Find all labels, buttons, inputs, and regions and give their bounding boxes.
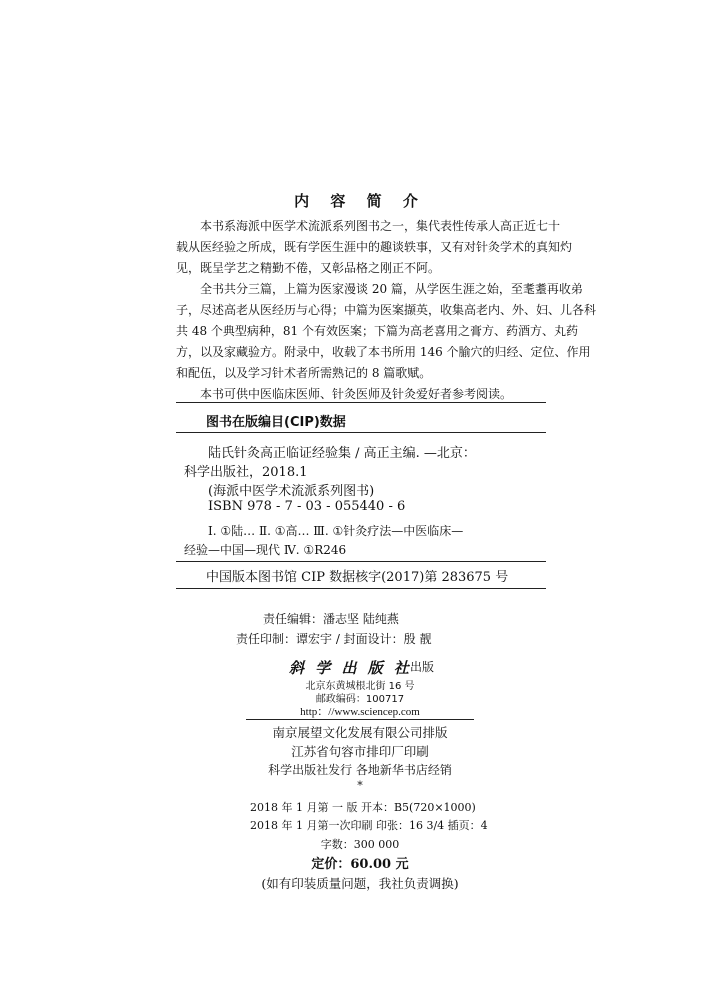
editors-credit: 责任编辑：潘志坚 陆纯燕 (263, 612, 399, 626)
text-line: 见，既呈学艺之精勤不倦，又彰品格之刚正不阿。 (176, 261, 441, 275)
typesetter: 南京展望文化发展有限公司排版 (272, 725, 448, 740)
separator-star: * (357, 779, 363, 792)
cip-isbn-line: ISBN 978 - 7 - 03 - 055440 - 6 (208, 499, 406, 514)
intro-paragraph-1 (176, 216, 573, 279)
text-line: 载从医经验之所成，既有学医生涯中的趣谈轶事，又有对针灸学术的真知灼 (176, 240, 573, 254)
text-line: 方，以及家藏验方。附录中，收载了本书所用 146 个腧穴的归经、定位、作用 (176, 345, 591, 359)
quality-notice: (如有印装质量问题，我社负责调换) (261, 876, 459, 891)
text-line: 本书系海派中医学术流派系列图书之一，集代表性传承人高正近七十 (200, 219, 561, 233)
distribution: 科学出版社发行 各地新华书店经销 (268, 763, 452, 777)
publisher-logo-text: 斜 学 出 版 社 (289, 659, 412, 677)
divider (176, 588, 546, 589)
intro-paragraph-2 (176, 279, 597, 384)
printing-credit: 责任印制：谭宏宇 / 封面设计：殷 靓 (236, 632, 432, 646)
publisher-url: http：//www.sciencep.com (300, 706, 420, 718)
edition-line: 2018 年 1 月第 一 版 开本：B5(720×1000) (250, 801, 476, 814)
publisher-postcode: 邮政编码：100717 (315, 694, 405, 705)
divider (176, 561, 546, 562)
text-line: 全书共分三篇，上篇为医家漫谈 20 篇，从学医生涯之始，至耄耋再收弟 (200, 282, 583, 296)
price: 定价：60.00 元 (311, 857, 409, 872)
word-count: 字数：300 000 (320, 838, 400, 851)
text-line: 和配伍，以及学习针术者所需熟记的 8 篇歌赋。 (176, 366, 432, 380)
cip-publisher-line: 科学出版社，2018.1 (184, 465, 308, 480)
cip-series-line: (海派中医学术流派系列图书) (208, 484, 375, 499)
divider (176, 402, 546, 403)
publisher-address: 北京东黄城根北街 16 号 (305, 681, 415, 692)
publisher-suffix: 出版 (410, 660, 435, 674)
cip-heading: 图书在版编目(CIP)数据 (206, 415, 346, 430)
text-line: 共 48 个典型病种，81 个有效医案；下篇为高老喜用之膏方、药酒方、丸药 (176, 324, 578, 338)
divider (176, 432, 546, 433)
cip-core-number: 中国版本图书馆 CIP 数据核字(2017)第 283675 号 (206, 570, 509, 585)
printer: 江苏省句容市排印厂印刷 (291, 744, 429, 759)
cip-classification-line: Ⅰ. ①陆… Ⅱ. ①高… Ⅲ. ①针灸疗法—中医临床— (208, 524, 464, 538)
cip-title-line: 陆氏针灸高正临证经验集 / 高正主编. —北京： (208, 446, 476, 461)
cip-classification-line: 经验—中国—现代 Ⅳ. ①R246 (184, 543, 347, 557)
intro-title: 内 容 简 介 (294, 192, 426, 210)
divider (246, 719, 474, 720)
printing-line: 2018 年 1 月第一次印刷 印张：16 3/4 插页：4 (250, 819, 488, 832)
text-line: 子，尽述高老从医经历与心得；中篇为医案撷英，收集高老内、外、妇、儿各科 (176, 303, 597, 317)
text-line: 本书可供中医临床医师、针灸医师及针灸爱好者参考阅读。 (200, 387, 513, 401)
